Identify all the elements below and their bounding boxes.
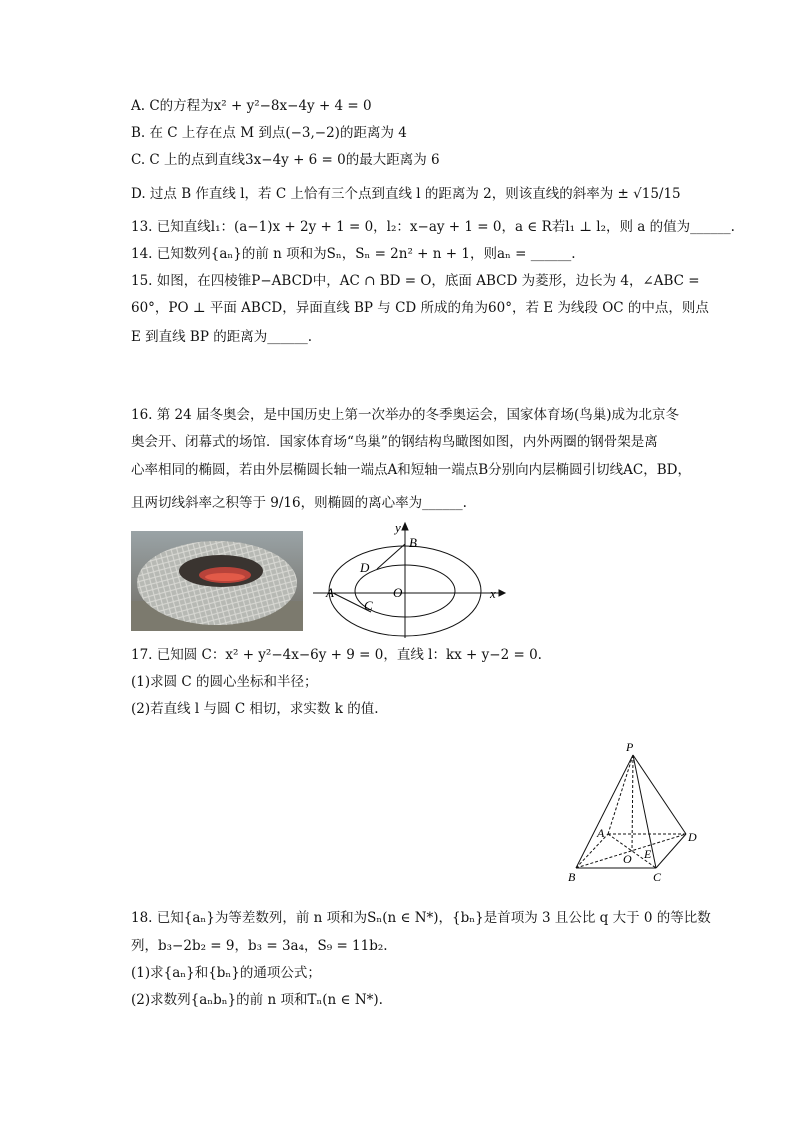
label-y: y [395,520,401,535]
label-D2: D [688,830,697,844]
stadium-photo [131,531,303,631]
label-x: x [490,586,496,601]
l4: D. 过点 B 作直线 l，若 C 上恰有三个点到直线 l 的距离为 2，则该直线的斜率为 ± √15/15 [131,186,681,202]
l5: 13. 已知直线l₁：(a−1)x + 2y + 1 = 0，l₂：x−ay + 1 = 0，a ∈ R若l₁ ⊥ l₂，则 a 的值为______. [131,219,735,235]
l17: 18. 已知{aₙ}为等差数列，前 n 项和为Sₙ(n ∈ N*)，{bₙ}是首项为 3 且公比 q 大于 0 的等比数 [131,910,711,926]
label-D: D [360,560,370,575]
l13: 且两切线斜率之积等于 9/16，则椭圆的离心率为______. [131,495,467,511]
label-C: C [364,598,373,613]
label-B: B [409,535,417,550]
l10: 16. 第 24 届冬奥会，是中国历史上第一次举办的冬季奥运会，国家体育场(鸟巢)成为北京冬 [131,407,680,423]
l7: 15. 如图，在四棱锥P−ABCD中，AC ∩ BD = O，底面 ABCD 为菱形，边长为 4，∠ABC = [131,273,700,289]
l9: E 到直线 BP 的距离为______. [131,329,313,345]
label-E: E [644,847,652,861]
l12: 心率相同的椭圆，若由外层椭圆长轴一端点A和短轴一端点B分别向内层椭圆引切线AC，BD， [131,462,691,478]
ellipse-figure [313,520,508,638]
label-A: A [326,585,334,600]
l8: 60°，PO ⊥ 平面 ABCD，异面直线 BP 与 CD 所成的角为60°，若 E 为线段 OC 的中点，则点 [131,300,709,316]
l2: B. 在 C 上存在点 M 到点(−3,−2)的距离为 4 [131,125,407,141]
l11: 奥会开、闭幕式的场馆．国家体育场“鸟巢”的钢结构鸟瞰图如图，内外两圈的钢骨架是离 [131,434,658,450]
l18: 列，b₃−2b₂ = 9，b₃ = 3a₄，S₉ = 11b₂. [131,938,388,954]
l15: (1)求圆 C 的圆心坐标和半径； [131,674,318,690]
l3: C. C 上的点到直线3x−4y + 6 = 0的最大距离为 6 [131,152,440,168]
l16: (2)若直线 l 与圆 C 相切，求实数 k 的值. [131,701,379,717]
label-O2: O [623,852,632,866]
l20: (2)求数列{aₙbₙ}的前 n 项和Tₙ(n ∈ N*). [131,992,383,1008]
label-P: P [626,740,634,754]
label-O: O [393,585,403,600]
l14: 17. 已知圆 C：x² + y²−4x−6y + 9 = 0，直线 l：kx + y−2 = 0. [131,647,542,663]
l1: A. C的方程为x² + y²−8x−4y + 4 = 0 [131,98,372,114]
pyramid-figure [563,740,703,885]
label-C2: C [653,870,662,884]
label-B2: B [568,870,576,884]
l19: (1)求{aₙ}和{bₙ}的通项公式； [131,965,321,981]
label-A2: A [597,826,605,840]
l6: 14. 已知数列{aₙ}的前 n 项和为Sₙ，Sₙ = 2n² + n + 1，则aₙ = ______. [131,246,576,262]
